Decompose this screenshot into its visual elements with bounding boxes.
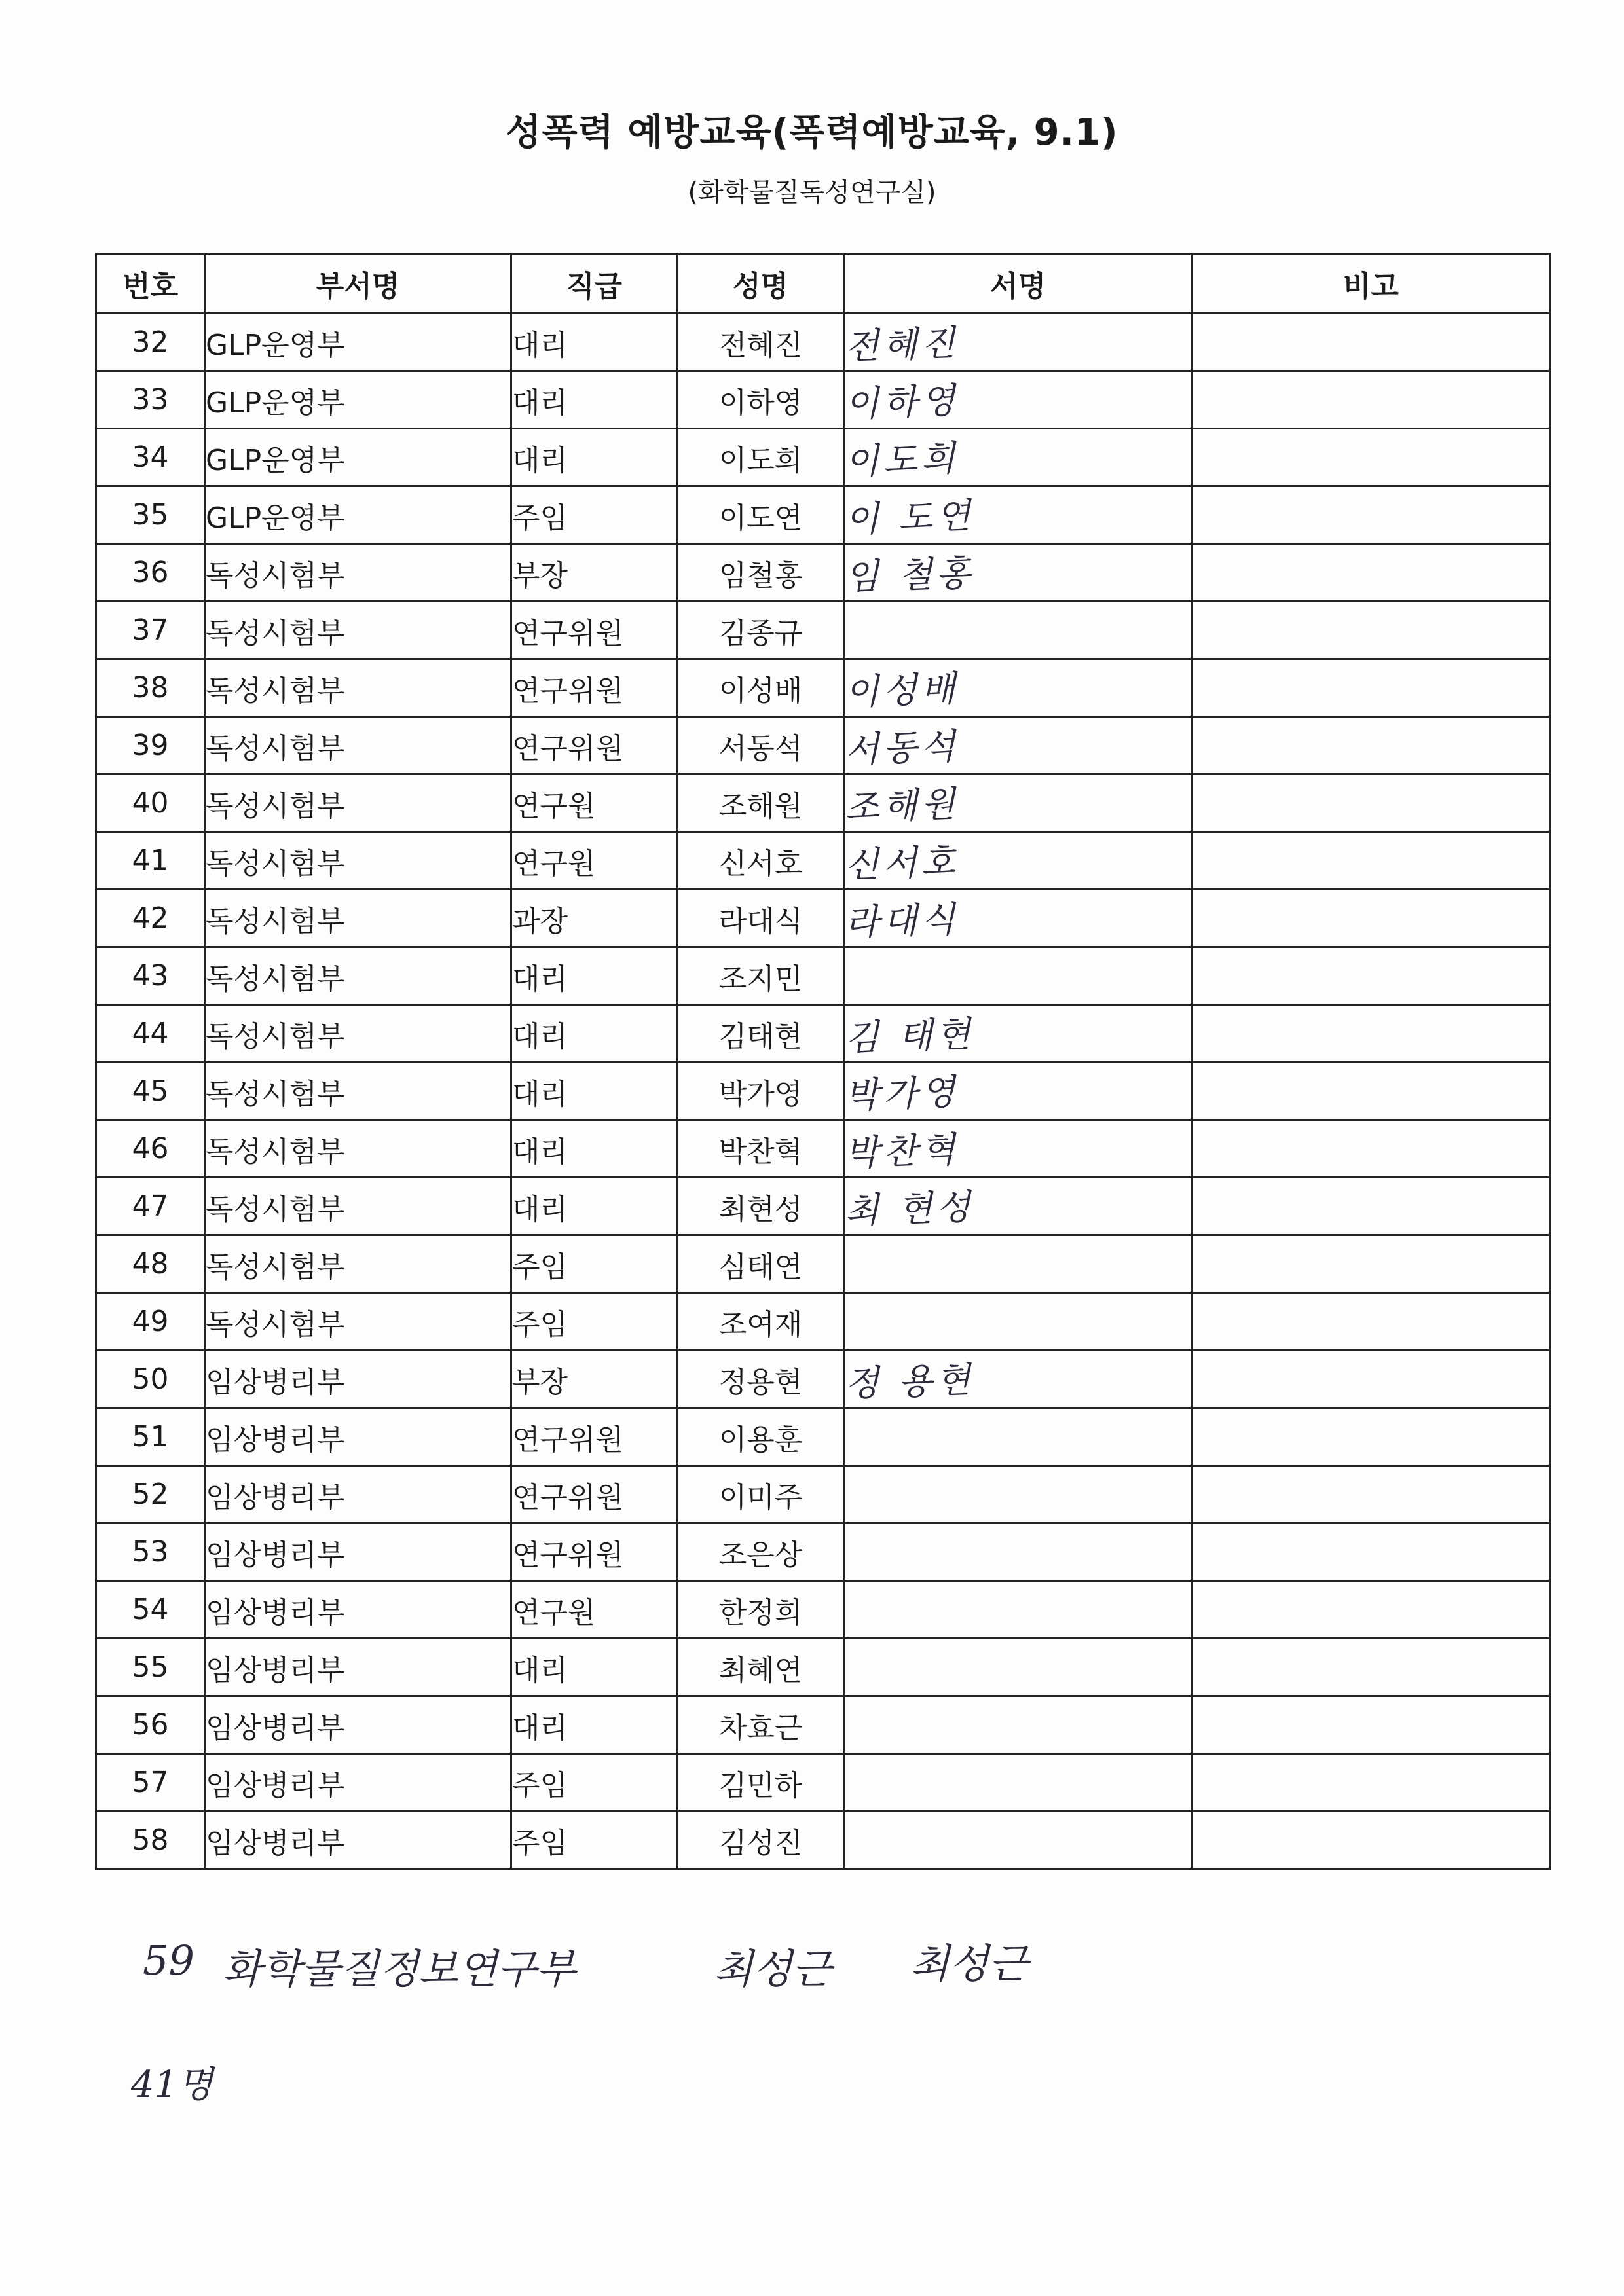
handwritten-signature: 조해원 xyxy=(844,782,960,829)
cell-number: 39 xyxy=(96,717,205,774)
cell-signature xyxy=(844,544,1192,602)
cell-name: 이도희 xyxy=(678,429,844,486)
cell-number: 58 xyxy=(96,1812,205,1869)
cell-signature xyxy=(844,774,1192,832)
cell-rank: 연구위원 xyxy=(511,602,678,659)
handwritten-extra-name: 최성근 xyxy=(714,1945,832,1993)
cell-note xyxy=(1192,717,1550,774)
cell-rank: 연구위원 xyxy=(511,659,678,717)
handwritten-signature: 이성배 xyxy=(844,667,960,714)
table-row xyxy=(96,832,1550,890)
cell-name: 김태현 xyxy=(678,1005,844,1063)
cell-name: 이미주 xyxy=(678,1466,844,1523)
table-row xyxy=(96,314,1550,371)
cell-rank: 주임 xyxy=(511,1754,678,1812)
cell-name: 조해원 xyxy=(678,774,844,832)
cell-department: 독성시험부 xyxy=(205,1235,511,1293)
cell-note xyxy=(1192,1523,1550,1581)
table-row xyxy=(96,947,1550,1005)
cell-department: 독성시험부 xyxy=(205,1293,511,1351)
cell-rank: 연구원 xyxy=(511,1581,678,1639)
cell-name: 조은상 xyxy=(678,1523,844,1581)
cell-note xyxy=(1192,371,1550,429)
cell-name: 서동석 xyxy=(678,717,844,774)
cell-name: 조여재 xyxy=(678,1293,844,1351)
cell-signature xyxy=(844,1063,1192,1120)
cell-department: 독성시험부 xyxy=(205,1063,511,1120)
cell-rank: 과장 xyxy=(511,890,678,947)
handwritten-extra-signature: 최성근 xyxy=(910,1940,1028,1988)
cell-name: 김성진 xyxy=(678,1812,844,1869)
cell-signature xyxy=(844,429,1192,486)
cell-department: GLP운영부 xyxy=(205,486,511,544)
table-row xyxy=(96,717,1550,774)
handwritten-total: 41명 xyxy=(131,2064,213,2106)
cell-name: 최혜연 xyxy=(678,1639,844,1696)
handwritten-extra-number: 59 xyxy=(143,1937,194,1984)
cell-note xyxy=(1192,1812,1550,1869)
cell-number: 40 xyxy=(96,774,205,832)
cell-name: 전혜진 xyxy=(678,314,844,371)
cell-signature xyxy=(844,1812,1192,1869)
cell-number: 54 xyxy=(96,1581,205,1639)
cell-signature xyxy=(844,602,1192,659)
handwritten-signature: 정 용현 xyxy=(844,1358,975,1405)
table-row xyxy=(96,1408,1550,1466)
table-header-row xyxy=(96,254,1550,314)
cell-note xyxy=(1192,429,1550,486)
cell-note xyxy=(1192,1120,1550,1178)
handwritten-signature: 박찬혁 xyxy=(844,1128,960,1175)
cell-name: 이도연 xyxy=(678,486,844,544)
cell-signature xyxy=(844,1466,1192,1523)
cell-signature xyxy=(844,1178,1192,1235)
cell-rank: 부장 xyxy=(511,544,678,602)
cell-number: 52 xyxy=(96,1466,205,1523)
cell-rank: 연구위원 xyxy=(511,1408,678,1466)
handwritten-signature: 김 태현 xyxy=(844,1013,975,1059)
handwritten-extra-department: 화학물질정보연구부 xyxy=(223,1945,576,1993)
cell-note xyxy=(1192,486,1550,544)
header-rank: 직급 xyxy=(511,254,678,314)
cell-signature xyxy=(844,890,1192,947)
handwritten-signature: 최 현성 xyxy=(844,1186,975,1232)
cell-rank: 부장 xyxy=(511,1351,678,1408)
table-body xyxy=(96,314,1550,1869)
cell-name: 정용현 xyxy=(678,1351,844,1408)
cell-note xyxy=(1192,1005,1550,1063)
cell-department: 임상병리부 xyxy=(205,1351,511,1408)
cell-signature xyxy=(844,1754,1192,1812)
handwritten-signature: 이 도연 xyxy=(844,494,975,541)
cell-department: 독성시험부 xyxy=(205,1120,511,1178)
cell-signature xyxy=(844,1581,1192,1639)
cell-signature xyxy=(844,947,1192,1005)
cell-number: 55 xyxy=(96,1639,205,1696)
cell-rank: 대리 xyxy=(511,1639,678,1696)
table-row xyxy=(96,1581,1550,1639)
cell-rank: 주임 xyxy=(511,1293,678,1351)
cell-signature xyxy=(844,659,1192,717)
cell-name: 김민하 xyxy=(678,1754,844,1812)
cell-department: 독성시험부 xyxy=(205,659,511,717)
cell-number: 53 xyxy=(96,1523,205,1581)
cell-note xyxy=(1192,1293,1550,1351)
header-name: 성명 xyxy=(678,254,844,314)
page-title: 성폭력 예방교육(폭력예방교육, 9.1) xyxy=(506,111,1118,154)
cell-department: 임상병리부 xyxy=(205,1408,511,1466)
cell-name: 이성배 xyxy=(678,659,844,717)
cell-department: 독성시험부 xyxy=(205,947,511,1005)
cell-signature xyxy=(844,1120,1192,1178)
handwritten-signature: 임 철홍 xyxy=(844,552,975,598)
cell-department: 독성시험부 xyxy=(205,544,511,602)
cell-rank: 연구위원 xyxy=(511,1523,678,1581)
cell-name: 박찬혁 xyxy=(678,1120,844,1178)
cell-number: 33 xyxy=(96,371,205,429)
cell-department: GLP운영부 xyxy=(205,314,511,371)
cell-number: 44 xyxy=(96,1005,205,1063)
cell-rank: 대리 xyxy=(511,1063,678,1120)
cell-name: 차효근 xyxy=(678,1696,844,1754)
cell-rank: 대리 xyxy=(511,371,678,429)
cell-signature xyxy=(844,717,1192,774)
table-row xyxy=(96,1351,1550,1408)
table-row xyxy=(96,1754,1550,1812)
cell-number: 48 xyxy=(96,1235,205,1293)
cell-department: 임상병리부 xyxy=(205,1581,511,1639)
cell-department: 독성시험부 xyxy=(205,717,511,774)
cell-name: 임철홍 xyxy=(678,544,844,602)
cell-note xyxy=(1192,544,1550,602)
table-row xyxy=(96,1005,1550,1063)
cell-name: 최현성 xyxy=(678,1178,844,1235)
cell-name: 라대식 xyxy=(678,890,844,947)
cell-number: 56 xyxy=(96,1696,205,1754)
table-row xyxy=(96,774,1550,832)
cell-department: GLP운영부 xyxy=(205,429,511,486)
cell-note xyxy=(1192,890,1550,947)
cell-rank: 대리 xyxy=(511,1696,678,1754)
cell-note xyxy=(1192,1466,1550,1523)
cell-name: 한정희 xyxy=(678,1581,844,1639)
cell-number: 42 xyxy=(96,890,205,947)
handwritten-signature: 전혜진 xyxy=(844,321,960,368)
table-row xyxy=(96,890,1550,947)
cell-note xyxy=(1192,1351,1550,1408)
table-row xyxy=(96,1235,1550,1293)
table-row xyxy=(96,486,1550,544)
page-subtitle: (화학물질독성연구실) xyxy=(688,177,936,208)
cell-rank: 대리 xyxy=(511,1120,678,1178)
table-row xyxy=(96,1466,1550,1523)
cell-signature xyxy=(844,371,1192,429)
cell-signature xyxy=(844,1005,1192,1063)
cell-department: 임상병리부 xyxy=(205,1696,511,1754)
cell-department: 독성시험부 xyxy=(205,890,511,947)
table-row xyxy=(96,602,1550,659)
cell-number: 51 xyxy=(96,1408,205,1466)
cell-signature xyxy=(844,314,1192,371)
table-row xyxy=(96,1523,1550,1581)
table-row xyxy=(96,1639,1550,1696)
cell-number: 41 xyxy=(96,832,205,890)
cell-rank: 대리 xyxy=(511,947,678,1005)
cell-department: 독성시험부 xyxy=(205,602,511,659)
cell-number: 36 xyxy=(96,544,205,602)
cell-number: 34 xyxy=(96,429,205,486)
cell-rank: 연구위원 xyxy=(511,717,678,774)
cell-rank: 연구원 xyxy=(511,774,678,832)
table-row xyxy=(96,1120,1550,1178)
table-row xyxy=(96,429,1550,486)
cell-rank: 연구위원 xyxy=(511,1466,678,1523)
cell-signature xyxy=(844,1639,1192,1696)
cell-rank: 주임 xyxy=(511,1812,678,1869)
cell-note xyxy=(1192,947,1550,1005)
header-department: 부서명 xyxy=(205,254,511,314)
cell-note xyxy=(1192,1178,1550,1235)
cell-note xyxy=(1192,1235,1550,1293)
cell-number: 45 xyxy=(96,1063,205,1120)
table-row xyxy=(96,659,1550,717)
cell-number: 37 xyxy=(96,602,205,659)
cell-number: 32 xyxy=(96,314,205,371)
cell-note xyxy=(1192,1639,1550,1696)
cell-number: 35 xyxy=(96,486,205,544)
cell-department: GLP운영부 xyxy=(205,371,511,429)
cell-number: 49 xyxy=(96,1293,205,1351)
cell-number: 57 xyxy=(96,1754,205,1812)
cell-rank: 주임 xyxy=(511,486,678,544)
header-signature: 서명 xyxy=(844,254,1192,314)
cell-name: 이하영 xyxy=(678,371,844,429)
cell-name: 조지민 xyxy=(678,947,844,1005)
cell-rank: 대리 xyxy=(511,1005,678,1063)
handwritten-signature: 박가영 xyxy=(844,1070,960,1117)
header-number: 번호 xyxy=(96,254,205,314)
cell-department: 임상병리부 xyxy=(205,1639,511,1696)
table-row xyxy=(96,1293,1550,1351)
cell-signature xyxy=(844,1235,1192,1293)
table-row xyxy=(96,1178,1550,1235)
cell-signature xyxy=(844,1351,1192,1408)
cell-number: 43 xyxy=(96,947,205,1005)
table-row xyxy=(96,1063,1550,1120)
cell-note xyxy=(1192,774,1550,832)
cell-name: 김종규 xyxy=(678,602,844,659)
cell-department: 임상병리부 xyxy=(205,1812,511,1869)
handwritten-signature: 신서호 xyxy=(844,840,960,886)
cell-note xyxy=(1192,1408,1550,1466)
cell-signature xyxy=(844,1293,1192,1351)
handwritten-signature: 라대식 xyxy=(844,898,960,944)
cell-department: 독성시험부 xyxy=(205,774,511,832)
handwritten-signature: 이도희 xyxy=(844,437,960,483)
cell-name: 신서호 xyxy=(678,832,844,890)
cell-note xyxy=(1192,314,1550,371)
cell-signature xyxy=(844,1523,1192,1581)
cell-number: 50 xyxy=(96,1351,205,1408)
cell-signature xyxy=(844,832,1192,890)
cell-signature xyxy=(844,486,1192,544)
cell-note xyxy=(1192,1063,1550,1120)
handwritten-signature: 서동석 xyxy=(844,725,960,771)
cell-note xyxy=(1192,832,1550,890)
cell-number: 47 xyxy=(96,1178,205,1235)
cell-rank: 대리 xyxy=(511,314,678,371)
cell-note xyxy=(1192,602,1550,659)
cell-name: 심태연 xyxy=(678,1235,844,1293)
cell-number: 38 xyxy=(96,659,205,717)
cell-department: 독성시험부 xyxy=(205,1178,511,1235)
table-row xyxy=(96,1696,1550,1754)
cell-signature xyxy=(844,1696,1192,1754)
cell-number: 46 xyxy=(96,1120,205,1178)
handwritten-signature: 이하영 xyxy=(844,379,960,426)
cell-note xyxy=(1192,659,1550,717)
cell-rank: 연구원 xyxy=(511,832,678,890)
table-row xyxy=(96,1812,1550,1869)
cell-signature xyxy=(844,1408,1192,1466)
cell-rank: 대리 xyxy=(511,429,678,486)
cell-name: 박가영 xyxy=(678,1063,844,1120)
attendance-table xyxy=(95,253,1551,1870)
cell-note xyxy=(1192,1696,1550,1754)
cell-department: 임상병리부 xyxy=(205,1466,511,1523)
cell-department: 독성시험부 xyxy=(205,832,511,890)
table-row xyxy=(96,544,1550,602)
cell-department: 임상병리부 xyxy=(205,1754,511,1812)
cell-rank: 주임 xyxy=(511,1235,678,1293)
cell-name: 이용훈 xyxy=(678,1408,844,1466)
cell-department: 임상병리부 xyxy=(205,1523,511,1581)
cell-department: 독성시험부 xyxy=(205,1005,511,1063)
cell-note xyxy=(1192,1581,1550,1639)
cell-rank: 대리 xyxy=(511,1178,678,1235)
header-note: 비고 xyxy=(1192,254,1550,314)
table-row xyxy=(96,371,1550,429)
cell-note xyxy=(1192,1754,1550,1812)
